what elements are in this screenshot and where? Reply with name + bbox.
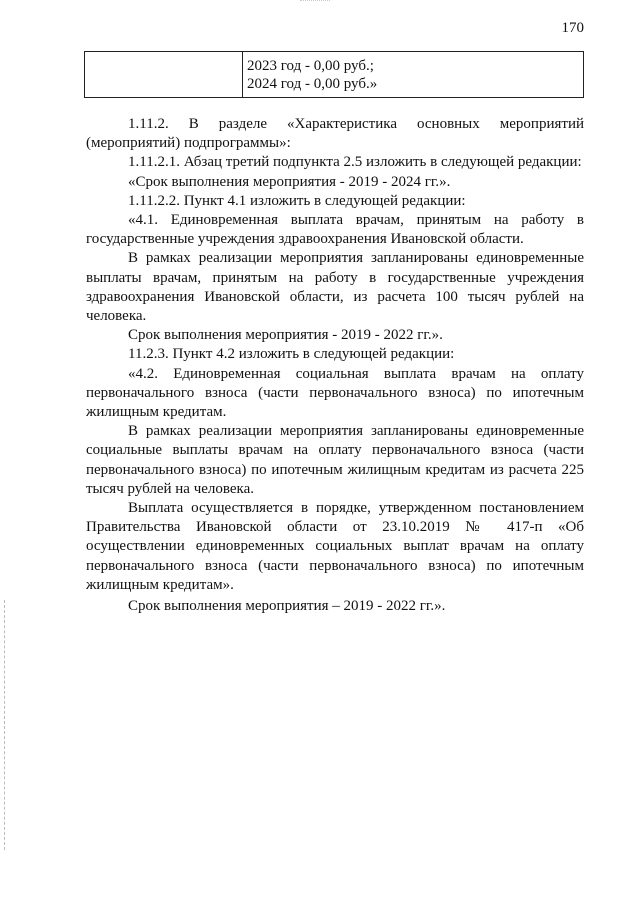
table-row-2024: 2024 год - 0,00 руб.» bbox=[247, 76, 378, 92]
paragraph-term-2019-2022-a: Срок выполнения мероприятия - 2019 - 2022 гг.». bbox=[128, 327, 443, 344]
paragraph-term-2019-2022-b: Срок выполнения мероприятия – 2019 - 2022 гг.». bbox=[128, 598, 446, 615]
paragraph-4-1-heading: «4.1. Единовременная выплата врачам, принятым на работу в государственные учреждения здравоохранения Ивановской области. bbox=[86, 212, 584, 248]
paragraph-4-2-body: В рамках реализации мероприятия запланированы единовременные социальные выплаты врачам на оплату первоначального взноса (части первоначального взноса) по ипотечным жилищным кредитам из расчета 225 тысяч рублей на человека. bbox=[86, 423, 584, 497]
paragraph-1-11-2-2: 1.11.2.2. Пункт 4.1 изложить в следующей редакции: bbox=[128, 192, 466, 209]
table-cell-amounts bbox=[243, 52, 583, 97]
continuation-table bbox=[84, 51, 584, 98]
table-row-2023: 2023 год - 0,00 руб.; bbox=[247, 58, 374, 74]
paragraph-payment-order: Выплата осуществляется в порядке, утвержденном постановлением Правительства Ивановской области от 23.10.2019 № 417-п «Об осуществлении единовременных социальных выплат врачам на оплату первоначального взноса (части первоначального взноса) по ипотечным жилищным кредитам». bbox=[86, 500, 584, 593]
paragraph-1-11-2-1: 1.11.2.1. Абзац третий подпункта 2.5 изложить в следующей редакции: bbox=[128, 154, 582, 171]
paragraph-term-2019-2024: «Срок выполнения мероприятия - 2019 - 2024 гг.». bbox=[128, 173, 451, 190]
table-cell-empty bbox=[85, 52, 243, 97]
paragraph-4-1-body: В рамках реализации мероприятия запланированы единовременные выплаты врачам, принятым на работу в государственные учреждения здравоохранения Ивановской области, из расчета 100 тысяч рублей на человека. bbox=[86, 250, 584, 325]
scan-margin-artifact bbox=[4, 600, 6, 850]
page-number: 170 bbox=[561, 20, 584, 36]
paragraph-11-2-3: 11.2.3. Пункт 4.2 изложить в следующей редакции: bbox=[128, 346, 455, 363]
scan-artifact bbox=[300, 0, 330, 4]
paragraph-4-2-heading: «4.2. Единовременная социальная выплата врачам на оплату первоначального взноса (части первоначального взноса) по ипотечным жилищным кредитам. bbox=[86, 365, 584, 421]
document-body bbox=[86, 115, 584, 616]
paragraph-1-11-2: 1.11.2. В разделе «Характеристика основных мероприятий (мероприятий) подпрограммы»: bbox=[86, 116, 584, 152]
